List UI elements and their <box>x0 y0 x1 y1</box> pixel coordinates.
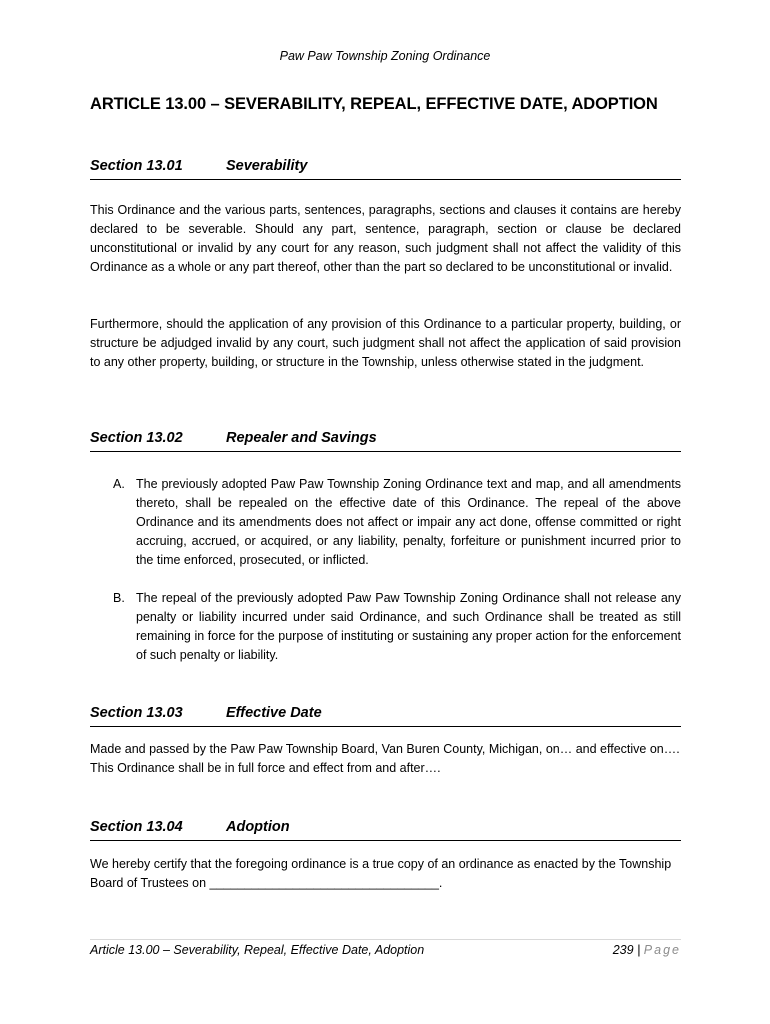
page-footer <box>90 939 681 957</box>
list-item-b <box>113 589 681 665</box>
section-number: Section 13.04 <box>90 819 183 835</box>
section-title: Adoption <box>226 819 290 835</box>
section-number: Section 13.03 <box>90 705 183 721</box>
section-title: Repealer and Savings <box>226 430 377 446</box>
article-title: ARTICLE 13.00 – SEVERABILITY, REPEAL, EFFECTIVE DATE, ADOPTION <box>90 95 658 113</box>
page-number: 239 <box>612 943 634 957</box>
footer-article-title: Article 13.00 – Severability, Repeal, Effective Date, Adoption <box>90 943 425 957</box>
list-item-text: The previously adopted Paw Paw Township Zoning Ordinance text and map, and all amendments thereto, shall be repealed on the effective date of this Ordinance. The repeal of the above Ordinance and its amendments does not affect or impair any act done, offense committed or right accruing, accrued, or acquired, or any liability, penalty, forfeiture or punishment incurred prior to the time enforced, prosecuted, or inflicted. <box>136 477 681 567</box>
list-item-text: The repeal of the previously adopted Paw Paw Township Zoning Ordinance shall not release any penalty or liability incurred under said Ordinance, and such Ordinance shall be treated as still remaining in force for the purpose of instituting or sustaining any proper action for the enforcement of such penalty or liability. <box>136 591 681 662</box>
running-header: Paw Paw Township Zoning Ordinance <box>279 49 491 63</box>
section-title: Severability <box>226 158 308 174</box>
section-heading-13-02 <box>90 429 681 452</box>
footer-separator: | <box>637 943 641 957</box>
section-number: Section 13.02 <box>90 430 183 446</box>
severability-paragraph-2: Furthermore, should the application of any provision of this Ordinance to a particular property, building, or structure be adjudged invalid by any court, such judgment shall not affect the application of said provision to any other property, building, or structure in the Township, unless otherwise stated in the judgment. <box>90 317 681 369</box>
effective-date-paragraph: Made and passed by the Paw Paw Township Board, Van Buren County, Michigan, on… and effective on…. This Ordinance shall be in full force and effect from and after…. <box>90 742 680 775</box>
section-title: Effective Date <box>226 705 322 721</box>
section-heading-13-04 <box>90 818 681 841</box>
section-number: Section 13.01 <box>90 158 183 174</box>
severability-paragraph-1: This Ordinance and the various parts, sentences, paragraphs, sections and clauses it contains are hereby declared to be severable. Should any part, sentence, paragraph, section or clause be declared unconstitutional or invalid by any court for any reason, such judgment shall not affect the validity of this Ordinance as a whole or any part thereof, other than the part so declared to be unconstitutional or invalid. <box>90 203 681 274</box>
footer-page-label <box>613 943 681 957</box>
list-marker: A. <box>113 477 125 491</box>
list-item-a <box>113 475 681 570</box>
section-heading-13-03 <box>90 704 681 727</box>
list-marker: B. <box>113 591 125 605</box>
adoption-paragraph: We hereby certify that the foregoing ordinance is a true copy of an ordinance as enacted by the Township Board of Trustees on _________________________________. <box>90 857 672 890</box>
page-word: Page <box>643 943 681 957</box>
section-heading-13-01 <box>90 157 681 180</box>
